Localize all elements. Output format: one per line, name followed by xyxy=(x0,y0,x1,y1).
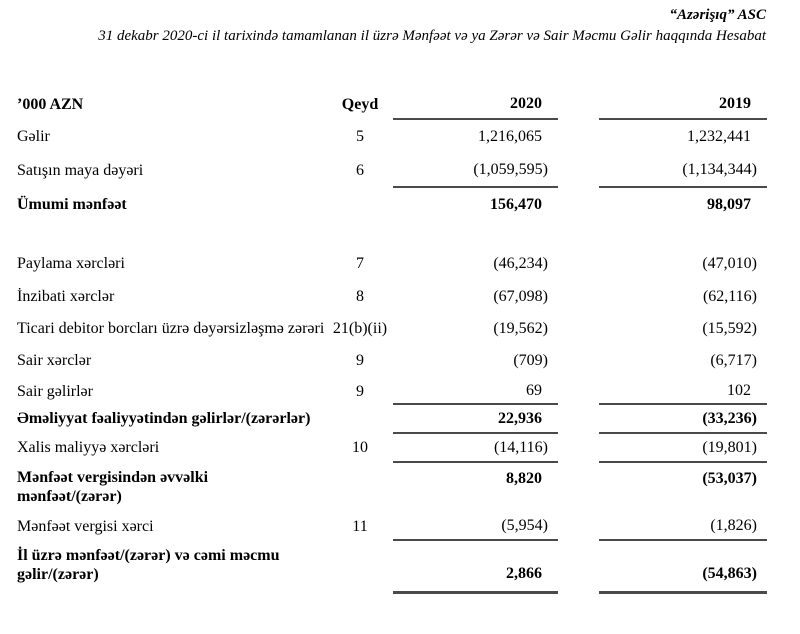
row-value-2019: (6,717) xyxy=(710,352,757,369)
row-inzibati-xercler xyxy=(17,280,767,313)
row-value-2020: (46,234) xyxy=(493,255,548,272)
company-title: “Azərişıq” ASC xyxy=(669,7,766,23)
row-value-2020: (14,116) xyxy=(393,433,558,462)
row-note: 9 xyxy=(356,352,364,369)
row-note: 9 xyxy=(356,382,364,400)
row-label: Paylama xərcləri xyxy=(17,255,125,272)
report-title: 31 dekabr 2020-ci il tarixində tamamlanan il üzrə Mənfəət və ya Zərər və Sair Məcmu Gəlir haqqında Hesabat xyxy=(98,28,766,44)
column-header-2019: 2019 xyxy=(599,90,767,119)
row-label: Satışın maya dəyəri xyxy=(17,161,144,179)
row-sair-xercler xyxy=(17,344,767,377)
column-header-note: Qeyd xyxy=(341,95,379,113)
table-header-row xyxy=(17,90,767,119)
row-value-2020: 22,936 xyxy=(393,404,558,433)
row-satishin-maya-deyeri xyxy=(17,153,767,187)
row-note: 10 xyxy=(352,439,368,456)
document-header xyxy=(0,0,800,46)
row-value-2020: 156,470 xyxy=(490,196,542,213)
row-note xyxy=(327,187,393,221)
row-value-2019: (19,801) xyxy=(599,433,767,462)
row-label: Mənfəət vergisindən əvvəlki mənfəət/(zərər) xyxy=(17,469,209,505)
row-value-2019: 102 xyxy=(599,377,767,404)
row-label: Əməliyyat fəaliyyətindən gəlirlər/(zərərlər) xyxy=(17,410,311,427)
row-label: Xalis maliyyə xərcləri xyxy=(17,439,160,456)
row-label: İl üzrə mənfəət/(zərər) və cəmi məcmu gəlir/(zərər) xyxy=(17,547,280,583)
income-statement-table xyxy=(17,90,767,594)
column-header-unit: ’000 AZN xyxy=(17,95,84,113)
row-label: İnzibati xərclər xyxy=(17,288,115,305)
row-note xyxy=(327,404,393,433)
row-umumi-menfeet xyxy=(17,187,767,221)
row-label: Mənfəət vergisi xərci xyxy=(17,517,154,535)
row-value-2020: (709) xyxy=(513,352,548,369)
row-value-2019: 98,097 xyxy=(707,196,751,213)
row-value-2019: (54,863) xyxy=(599,540,767,592)
row-il-uzre-menfeet-cemi-mecmu xyxy=(17,540,767,592)
row-value-2019: 1,232,441 xyxy=(687,128,751,145)
row-label: Ümumi mənfəət xyxy=(17,195,127,213)
row-note: 8 xyxy=(356,288,364,305)
row-note xyxy=(327,462,393,512)
row-paylama-xercleri xyxy=(17,247,767,280)
row-value-2020: (67,098) xyxy=(493,288,548,305)
row-value-2019: (53,037) xyxy=(702,470,757,487)
row-ticari-debitor-deyersizlesme xyxy=(17,313,767,344)
column-header-2020: 2020 xyxy=(393,90,558,119)
row-value-2019: (33,236) xyxy=(599,404,767,433)
row-menfeet-vergisi-xerci xyxy=(17,512,767,540)
row-menfeet-vergisinden-evvelki xyxy=(17,462,767,512)
row-value-2019: (62,116) xyxy=(702,288,757,305)
row-note: 7 xyxy=(356,255,364,272)
row-value-2019: (47,010) xyxy=(702,255,757,272)
row-value-2020: 2,866 xyxy=(393,540,558,592)
row-value-2020: 8,820 xyxy=(506,470,542,487)
row-sair-gelirler xyxy=(17,377,767,404)
row-value-2019: (1,826) xyxy=(599,512,767,540)
row-label: Ticari debitor borcları üzrə dəyərsizləşmə zərəri xyxy=(17,320,325,337)
row-xalis-maliyye-xercleri xyxy=(17,433,767,462)
row-value-2020: 1,216,065 xyxy=(478,128,542,145)
row-note: 5 xyxy=(356,127,364,145)
row-emeliyyat-fealiyyetinden xyxy=(17,404,767,433)
row-label: Sair gəlirlər xyxy=(17,382,93,400)
row-note: 6 xyxy=(356,161,364,179)
row-value-2019: (1,134,344) xyxy=(599,153,767,187)
row-value-2019: (15,592) xyxy=(702,320,757,337)
row-value-2020: 69 xyxy=(393,377,558,404)
row-note: 11 xyxy=(352,517,368,535)
row-value-2020: (19,562) xyxy=(493,320,548,337)
row-label: Gəlir xyxy=(17,127,50,145)
row-value-2020: (1,059,595) xyxy=(393,153,558,187)
row-label: Sair xərclər xyxy=(17,352,92,369)
row-value-2020: (5,954) xyxy=(393,512,558,540)
row-gelir xyxy=(17,119,767,153)
row-note: 21(b)(ii) xyxy=(332,320,388,337)
blank-row xyxy=(17,221,767,247)
row-note xyxy=(327,540,393,592)
column-gutter xyxy=(558,90,599,119)
